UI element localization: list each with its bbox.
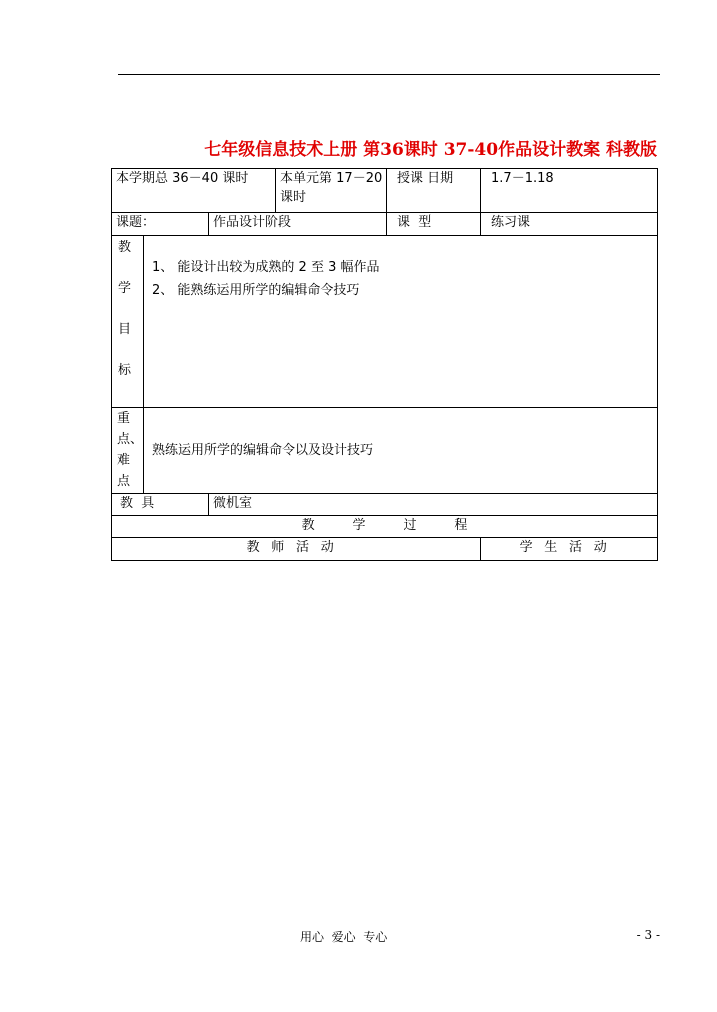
- teach-date-label-cell: [387, 169, 481, 213]
- objectives-label-char: 教: [118, 240, 132, 255]
- lesson-plan-table: [111, 168, 658, 561]
- process-header: 教 学 过 程: [301, 518, 468, 533]
- header-rule: [118, 74, 660, 75]
- key-points-content-cell: [144, 408, 658, 494]
- unit-hours-cell: [276, 169, 387, 213]
- objective-item: 1、 能设计出较为成熟的 2 至 3 幅作品: [152, 260, 380, 275]
- unit-hours: 本单元第 17－20 课时: [280, 171, 383, 205]
- topic-value-cell: [209, 213, 387, 236]
- student-activity-cell: [481, 538, 658, 561]
- teach-date-label: 授课 日期: [397, 171, 454, 186]
- student-activity: 学生活动: [519, 540, 619, 555]
- document-title: 七年级信息技术上册 第36课时 37-40作品设计教案 科教版: [204, 140, 657, 160]
- table-row-process-header: [112, 516, 658, 538]
- table-row-activities: [112, 538, 658, 561]
- topic-value: 作品设计阶段: [213, 215, 292, 230]
- key-points-label-char: 重: [117, 411, 131, 426]
- objectives-label-char: 标: [118, 363, 132, 378]
- table-row-hours: [112, 169, 658, 213]
- key-points-label-cell: [112, 408, 144, 494]
- type-value-cell: [481, 213, 658, 236]
- objectives-label-cell: [112, 236, 144, 408]
- table-row-key-points: [112, 408, 658, 494]
- table-row-tools: [112, 494, 658, 516]
- semester-hours: 本学期总 36－40 课时: [116, 171, 249, 186]
- tools-label: 教 具: [120, 496, 155, 511]
- footer-motto: 用心 爱心 专心: [300, 930, 388, 944]
- objectives-label-char: 目: [118, 322, 132, 337]
- type-label: 课 型: [397, 215, 432, 230]
- type-label-cell: [387, 213, 481, 236]
- table-row-objectives: [112, 236, 658, 408]
- objectives-label-char: 学: [118, 281, 132, 296]
- tools-value: 微机室: [213, 496, 253, 511]
- key-points-content: 熟练运用所学的编辑命令以及设计技巧: [152, 443, 374, 458]
- key-points-label-char: 点: [117, 474, 131, 489]
- tools-label-cell: [112, 494, 209, 516]
- key-points-label-char: 点、: [117, 432, 144, 447]
- teach-date-value: 1.7－1.18: [491, 171, 554, 186]
- page-number: - 3 -: [636, 928, 660, 942]
- objective-item: 2、 能熟练运用所学的编辑命令技巧: [152, 283, 360, 298]
- type-value: 练习课: [491, 215, 531, 230]
- topic-label: 课题：: [116, 215, 156, 230]
- table-row-topic: [112, 213, 658, 236]
- key-points-label-char: 难: [117, 453, 131, 468]
- topic-label-cell: [112, 213, 209, 236]
- teacher-activity: 教师活动: [246, 540, 346, 555]
- semester-hours-cell: [112, 169, 276, 213]
- process-header-cell: [112, 516, 658, 538]
- teach-date-value-cell: [481, 169, 658, 213]
- teacher-activity-cell: [112, 538, 481, 561]
- objectives-content-cell: [144, 236, 658, 408]
- tools-value-cell: [209, 494, 658, 516]
